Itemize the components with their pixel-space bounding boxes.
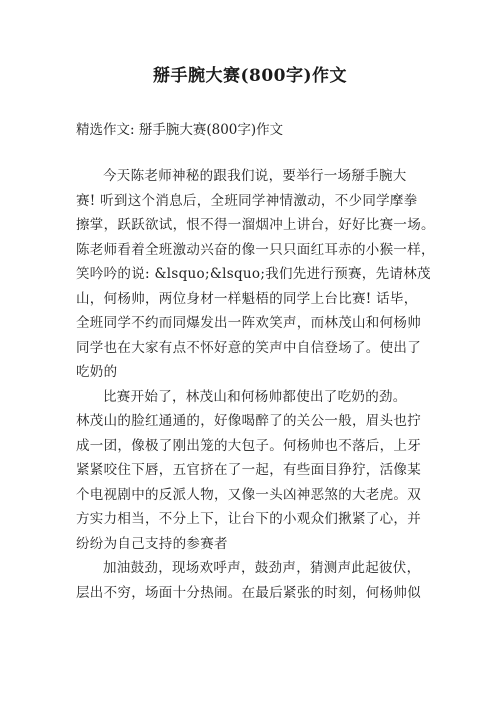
text-line: 林茂山的脸红通通的，好像喝醉了的关公一般，眉头也拧 <box>76 413 421 429</box>
article-body <box>76 164 435 605</box>
paragraph-2 <box>76 385 424 557</box>
paragraph-3 <box>76 556 424 605</box>
text-line: 成一团，像极了刚出笼的大包子。何杨帅也不落后，上牙 <box>76 437 421 454</box>
text-line: 赛! 听到这个消息后，全班同学神情激动，不少同学摩拳 <box>76 192 418 209</box>
text-line: 紧紧咬住下唇，五官挤在了一起，有些面目狰狞，活像某 <box>76 462 421 478</box>
paragraph-1 <box>76 164 435 385</box>
text-line: 山，何杨帅，两位身材一样魁梧的同学上台比赛! 话毕， <box>76 290 418 307</box>
text-line: 纷纷为自己支持的参赛者 <box>76 535 228 552</box>
text-line: 全班同学不约而同爆发出一阵欢笑声，而林茂山和何杨帅 <box>76 315 421 331</box>
text-line: 吃奶的 <box>76 364 118 380</box>
page-title: 掰手腕大赛(800字)作文 <box>152 66 348 86</box>
text-line: 笑吟吟的说: &lsquo;&lsquo;我们先进行预赛，先请林茂 <box>76 266 431 282</box>
text-line: 比赛开始了，林茂山和何杨帅都使出了吃奶的劲。 <box>103 388 407 405</box>
text-line: 今天陈老师神秘的跟我们说，要举行一场掰手腕大 <box>103 168 407 184</box>
text-line: 层出不穷，场面十分热闹。在最后紧张的时刻，何杨帅似 <box>76 584 421 601</box>
text-line: 方实力相当，不分上下，让台下的小观众们揪紧了心，并 <box>76 511 421 527</box>
page-subtitle: 精选作文: 掰手腕大赛(800字)作文 <box>76 122 284 138</box>
text-line: 陈老师看着全班激动兴奋的像一只只面红耳赤的小猴一样， <box>76 241 435 258</box>
text-line: 加油鼓劲，现场欢呼声，鼓劲声，猜测声此起彼伏， <box>103 560 421 576</box>
text-line: 擦掌，跃跃欲试，恨不得一溜烟冲上讲台，好好比赛一场。 <box>76 217 435 233</box>
text-line: 个电视剧中的反派人物，又像一头凶神恶煞的大老虎。双 <box>76 486 421 503</box>
text-line: 同学也在大家有点不怀好意的笑声中自信登场了。使出了 <box>76 339 421 356</box>
